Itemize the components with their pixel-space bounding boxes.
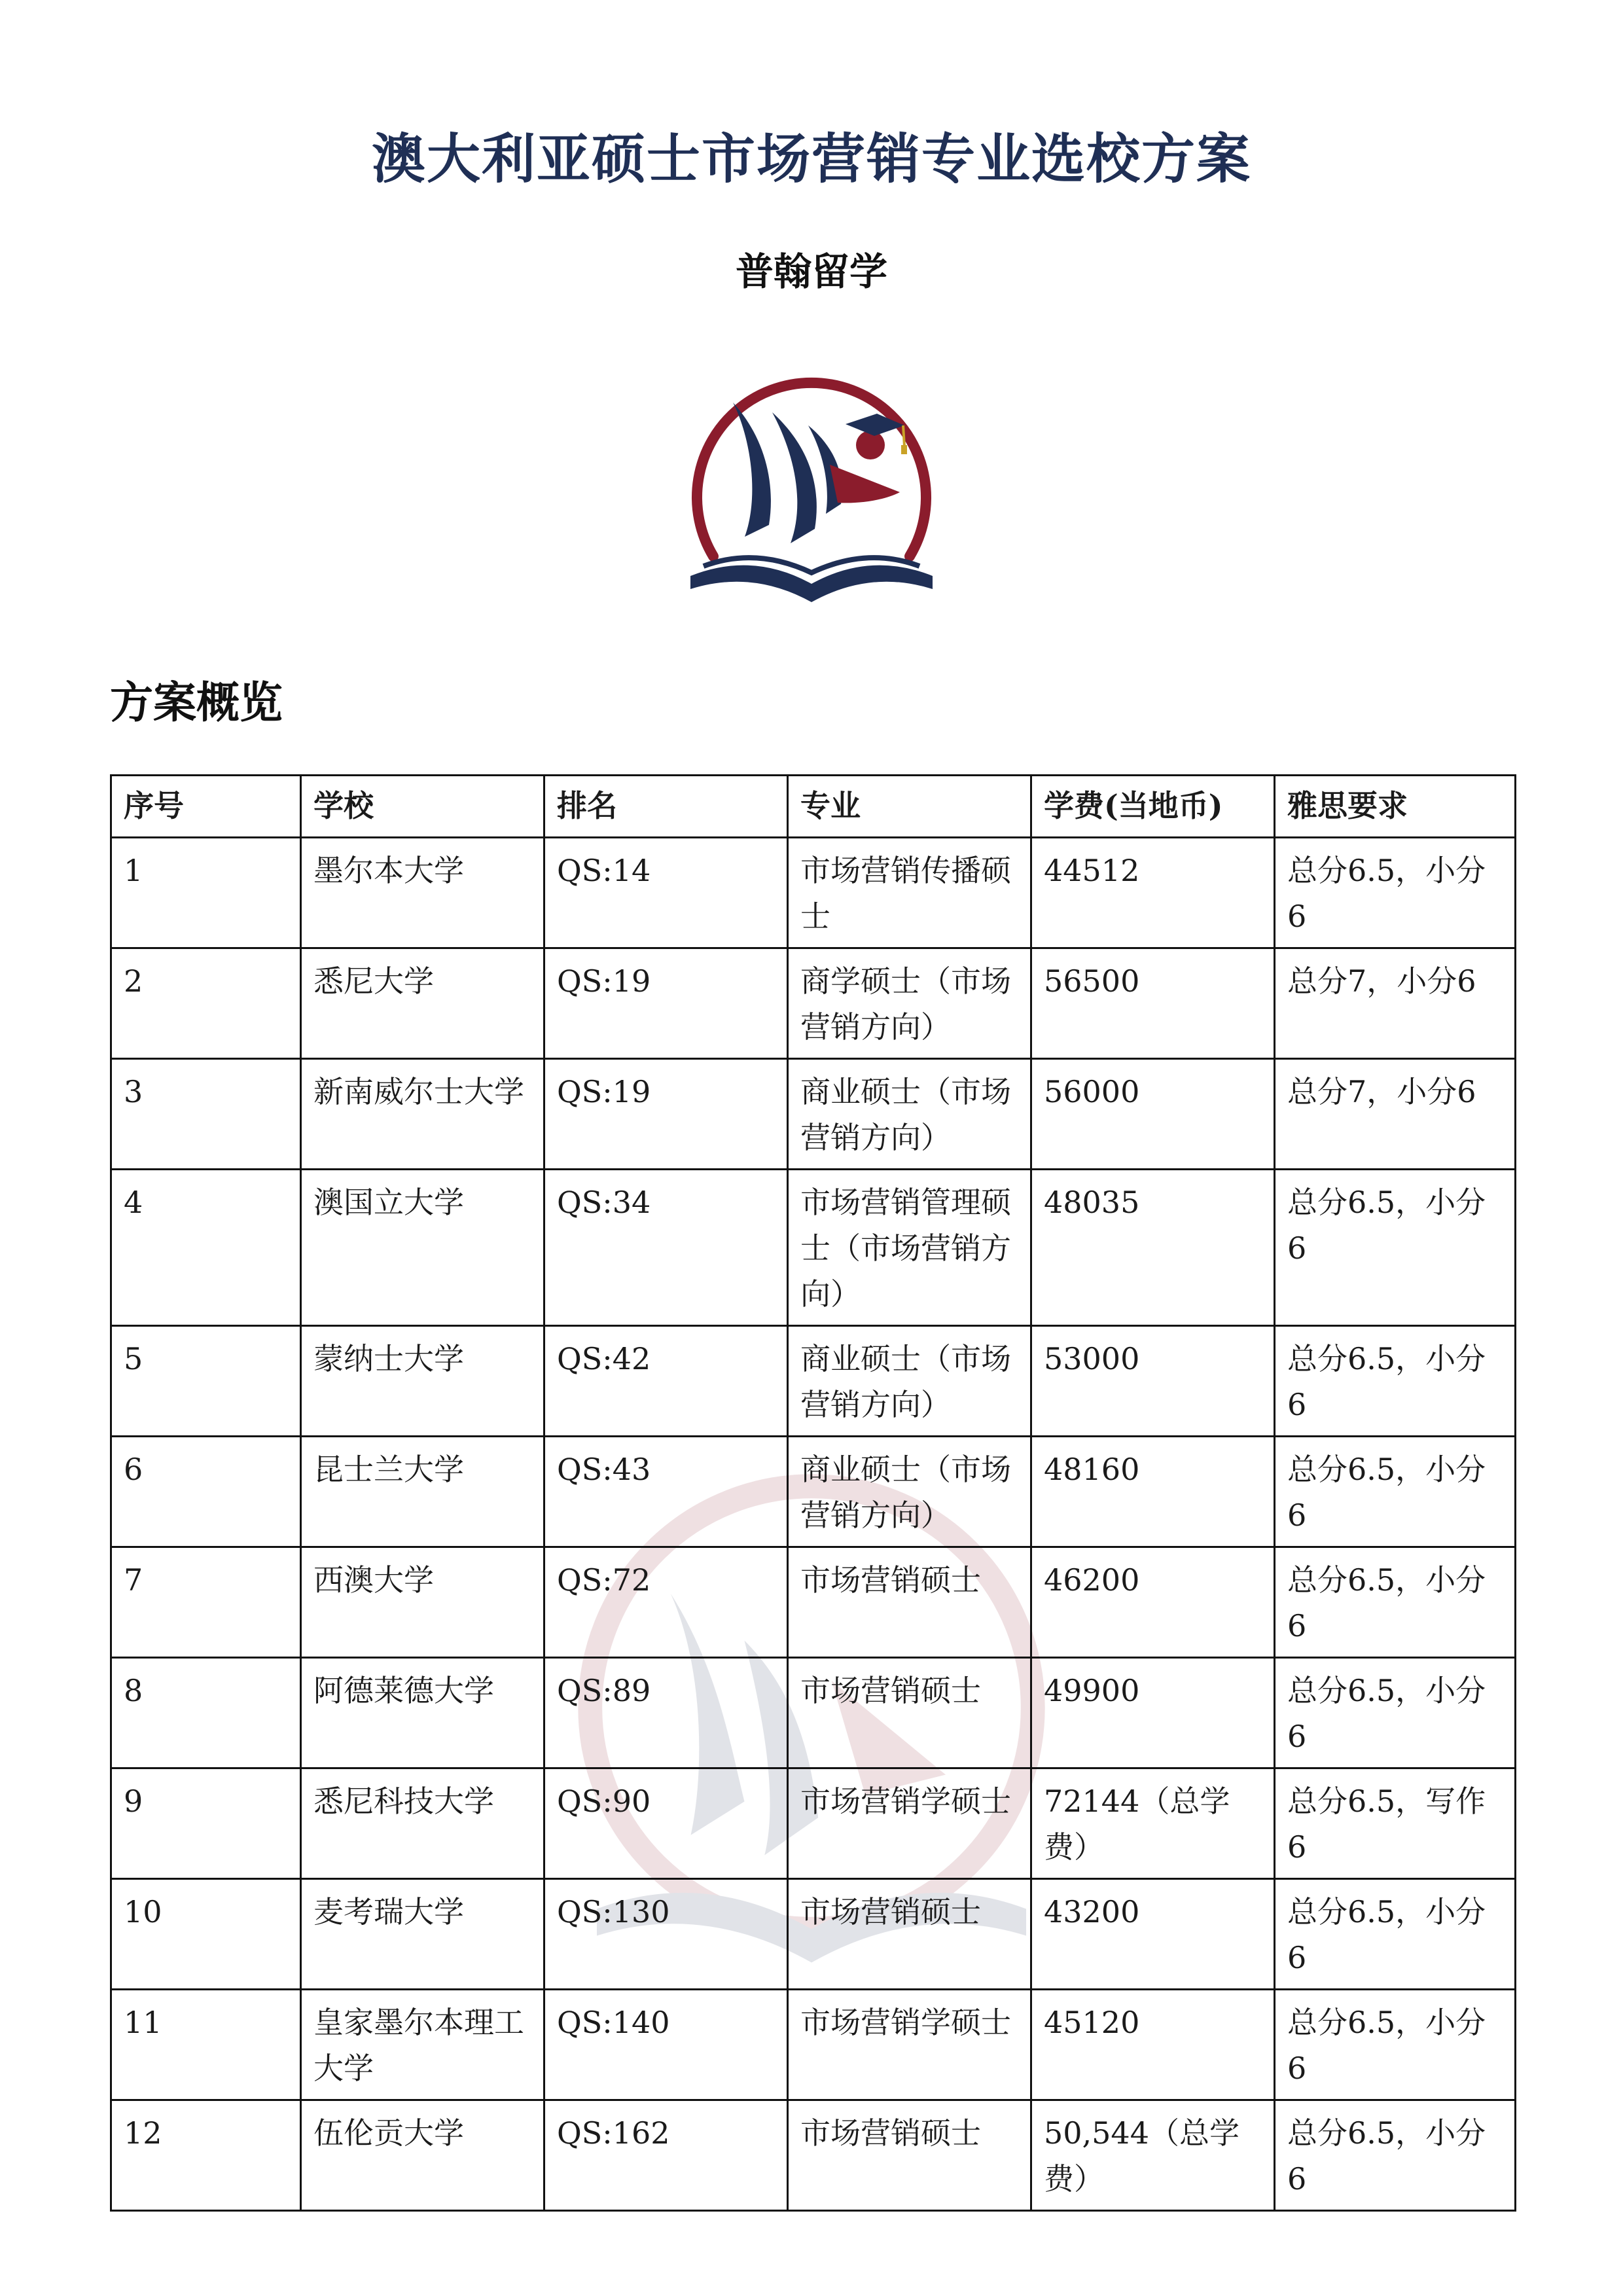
cell-school: 阿德莱德大学 [301, 1658, 544, 1768]
cell-ranking: QS:72 [544, 1547, 788, 1658]
cell-major: 商业硕士（市场营销方向） [788, 1059, 1031, 1170]
cell-ielts: 总分6.5，小分6 [1275, 1326, 1516, 1437]
cell-ielts: 总分6.5，小分6 [1275, 1658, 1516, 1768]
cell-ranking: QS:89 [544, 1658, 788, 1768]
cell-tuition: 46200 [1031, 1547, 1275, 1658]
cell-major: 市场营销硕士 [788, 2100, 1031, 2211]
cell-ielts: 总分7，小分6 [1275, 1059, 1516, 1170]
document-subtitle: 普翰留学 [735, 249, 887, 294]
cell-major: 商学硕士（市场营销方向） [788, 948, 1031, 1059]
cell-major: 市场营销硕士 [788, 1658, 1031, 1768]
table-row [111, 1768, 1516, 1879]
table-row [111, 1547, 1516, 1658]
table-row [111, 838, 1516, 948]
overview-table [110, 774, 1516, 2212]
cell-tuition: 53000 [1031, 1326, 1275, 1437]
cell-ielts: 总分6.5，小分6 [1275, 1170, 1516, 1326]
cell-index: 12 [111, 2100, 301, 2211]
cell-major: 市场营销学硕士 [788, 1990, 1031, 2100]
column-header-ielts: 雅思要求 [1275, 776, 1516, 838]
cell-tuition: 72144（总学费） [1031, 1768, 1275, 1879]
cell-ielts: 总分6.5，写作6 [1275, 1768, 1516, 1879]
cell-school: 麦考瑞大学 [301, 1879, 544, 1990]
cell-major: 市场营销学硕士 [788, 1768, 1031, 1879]
cell-major: 市场营销硕士 [788, 1547, 1031, 1658]
cell-ranking: QS:130 [544, 1879, 788, 1990]
table-row [111, 1658, 1516, 1768]
table-row [111, 1990, 1516, 2100]
cell-ranking: QS:34 [544, 1170, 788, 1326]
cell-ranking: QS:19 [544, 1059, 788, 1170]
cell-school: 蒙纳士大学 [301, 1326, 544, 1437]
cell-index: 2 [111, 948, 301, 1059]
cell-tuition: 49900 [1031, 1658, 1275, 1768]
cell-tuition: 45120 [1031, 1990, 1275, 2100]
cell-index: 8 [111, 1658, 301, 1768]
cell-ranking: QS:90 [544, 1768, 788, 1879]
cell-tuition: 48160 [1031, 1437, 1275, 1547]
column-header-school: 学校 [301, 776, 544, 838]
table-row [111, 1326, 1516, 1437]
cell-ranking: QS:43 [544, 1437, 788, 1547]
cell-tuition: 50,544（总学费） [1031, 2100, 1275, 2211]
table-row [111, 1879, 1516, 1990]
table-row [111, 2100, 1516, 2211]
table-row [111, 948, 1516, 1059]
column-header-ranking: 排名 [544, 776, 788, 838]
cell-school: 西澳大学 [301, 1547, 544, 1658]
cell-index: 6 [111, 1437, 301, 1547]
cell-ielts: 总分7，小分6 [1275, 948, 1516, 1059]
cell-ielts: 总分6.5，小分6 [1275, 1547, 1516, 1658]
cell-ielts: 总分6.5，小分6 [1275, 838, 1516, 948]
cell-index: 7 [111, 1547, 301, 1658]
cell-school: 澳国立大学 [301, 1170, 544, 1326]
cell-tuition: 43200 [1031, 1879, 1275, 1990]
section-heading: 方案概览 [110, 677, 283, 728]
table-body [111, 838, 1516, 2211]
table-header-row [111, 776, 1516, 838]
cell-ranking: QS:19 [544, 948, 788, 1059]
cell-ranking: QS:162 [544, 2100, 788, 2211]
cell-index: 1 [111, 838, 301, 948]
cell-school: 昆士兰大学 [301, 1437, 544, 1547]
cell-major: 商业硕士（市场营销方向） [788, 1437, 1031, 1547]
cell-ranking: QS:14 [544, 838, 788, 948]
cell-index: 11 [111, 1990, 301, 2100]
cell-ielts: 总分6.5，小分6 [1275, 2100, 1516, 2211]
cell-tuition: 56500 [1031, 948, 1275, 1059]
table-row [111, 1059, 1516, 1170]
cell-school: 墨尔本大学 [301, 838, 544, 948]
cell-index: 9 [111, 1768, 301, 1879]
cell-ranking: QS:140 [544, 1990, 788, 2100]
table-row [111, 1437, 1516, 1547]
cell-school: 新南威尔士大学 [301, 1059, 544, 1170]
cell-index: 4 [111, 1170, 301, 1326]
cell-index: 10 [111, 1879, 301, 1990]
cell-school: 悉尼大学 [301, 948, 544, 1059]
document-title: 澳大利亚硕士市场营销专业选校方案 [371, 128, 1251, 190]
cell-school: 伍伦贡大学 [301, 2100, 544, 2211]
cell-ranking: QS:42 [544, 1326, 788, 1437]
cell-major: 市场营销硕士 [788, 1879, 1031, 1990]
cell-ielts: 总分6.5，小分6 [1275, 1437, 1516, 1547]
cell-tuition: 48035 [1031, 1170, 1275, 1326]
cell-school: 皇家墨尔本理工大学 [301, 1990, 544, 2100]
cell-major: 市场营销管理硕士（市场营销方向） [788, 1170, 1031, 1326]
column-header-major: 专业 [788, 776, 1031, 838]
cell-ielts: 总分6.5，小分6 [1275, 1990, 1516, 2100]
cell-index: 5 [111, 1326, 301, 1437]
cell-tuition: 44512 [1031, 838, 1275, 948]
cell-ielts: 总分6.5，小分6 [1275, 1879, 1516, 1990]
column-header-tuition: 学费(当地币) [1031, 776, 1275, 838]
puhan-logo-icon [674, 340, 949, 615]
cell-tuition: 56000 [1031, 1059, 1275, 1170]
cell-index: 3 [111, 1059, 301, 1170]
cell-school: 悉尼科技大学 [301, 1768, 544, 1879]
cell-major: 市场营销传播硕士 [788, 838, 1031, 948]
cell-major: 商业硕士（市场营销方向） [788, 1326, 1031, 1437]
column-header-index: 序号 [111, 776, 301, 838]
table-row [111, 1170, 1516, 1326]
